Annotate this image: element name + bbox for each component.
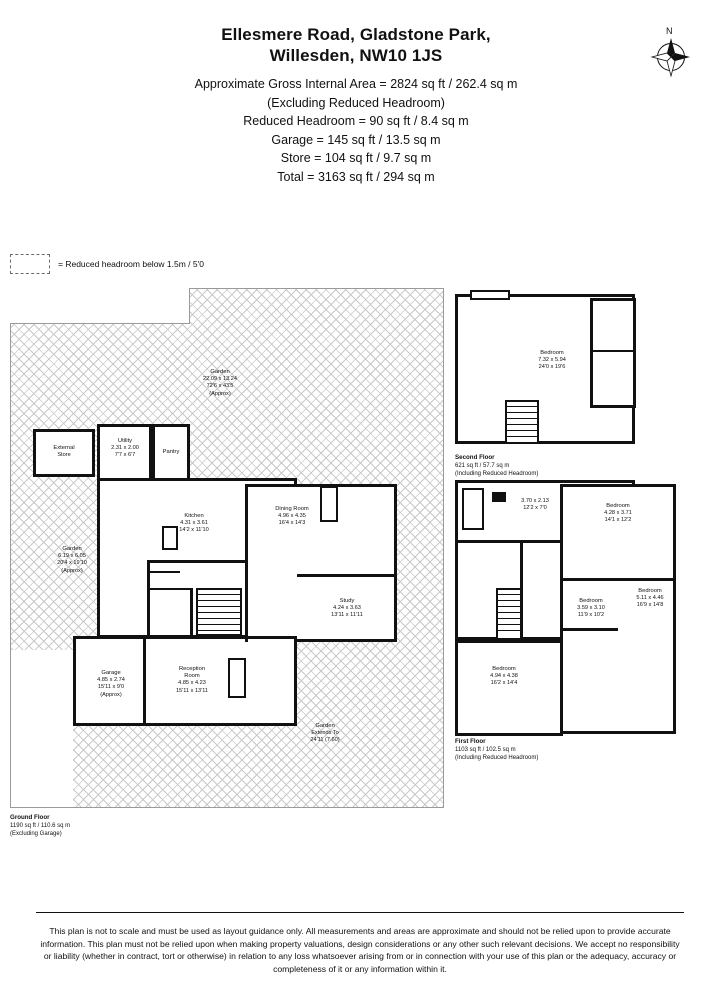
title-line-2: Willesden, NW10 1JS [269,46,443,65]
label-bedroom-first-right-top: Bedroom 4.28 x 3.71 14'1 x 12'2 [604,503,632,524]
stair-tread [198,612,240,613]
label-garden-side: Garden 6.19 x 6.05 20'4 x 19'10 (Approx) [57,546,87,574]
second-floor-partition [590,350,636,352]
area-line-0: Approximate Gross Internal Area = 2824 sq ft / 262.4 sq m [194,77,518,91]
second-floor-right-wing [590,298,636,408]
area-line-5: Total = 3163 sq ft / 294 sq m [277,169,435,184]
partition-hall-3 [190,588,193,638]
first-floor-partition-landing [560,628,563,736]
first-floor-stairs [496,588,522,640]
stair-tread [507,418,537,419]
area-line-2: Reduced Headroom = 90 sq ft / 8.4 sq m [243,114,469,128]
label-garage: Garage 4.85 x 2.74 15'11 x 9'0 (Approx) [97,670,125,698]
stair-tread [498,594,520,595]
caption-first-floor: First Floor 1103 sq ft / 102.5 sq m (Including Reduced Headroom) [455,738,539,761]
label-dining-room: Dining Room 4.96 x 4.35 16'4 x 14'3 [275,506,309,527]
stair-tread [198,624,240,625]
disclaimer: This plan is not to scale and must be used as layout guidance only. All measurements and areas are approximate and should not be relied upon to provide accurate information. This plan must not be relied upon when making property valuations, design considerations or any other such relevant decisions. We accept no responsibility or liability (whether in contract, tort or otherwise) in relation to any loss whatsoever arising from or in connection with your use of this plan or the adequacy, accuracy or completeness of it or any information within it. [40,926,680,974]
stair-tread [198,618,240,619]
stair-tread [498,600,520,601]
partition-hall-1 [147,560,247,563]
caption-ground-floor: Ground Floor 1190 sq ft / 110.6 sq m (Excluding Garage) [10,814,71,837]
stair-tread [507,436,537,437]
page-title [0,24,712,66]
legend-swatch [10,254,50,274]
bath-tub [462,488,484,530]
stair-tread [498,618,520,619]
stair-tread [507,430,537,431]
title-line-1: Ellesmere Road, Gladstone Park, [221,25,491,44]
legend [10,254,204,274]
label-garden-extends: Garden Extends To 24'11 (7.60) [310,723,340,744]
plot-notch [10,288,190,324]
plan-area [0,288,712,858]
compass-icon [648,26,694,78]
footer-divider [36,912,684,913]
partition-wc [150,588,193,590]
label-external-store: External Store [53,445,75,459]
stair-tread [498,606,520,607]
label-bedroom-first-mid: Bedroom 3.59 x 3.10 11'9 x 10'2 [577,598,605,619]
area-line-3: Garage = 145 sq ft / 13.5 sq m [271,132,441,147]
area-line-4: Store = 104 sq ft / 9.7 sq m [280,151,432,165]
label-kitchen: Kitchen 4.31 x 3.61 14'2 x 11'10 [179,513,209,534]
first-floor-partition-bed [560,578,676,581]
stair-tread [198,630,240,631]
compass-rose-icon [650,36,692,78]
stair-tread [198,606,240,607]
kitchen-island [150,571,180,573]
partition-kitchen-dining [245,484,248,642]
header [0,24,712,186]
first-floor-partition-mid [563,628,618,631]
label-utility: Utility 2.31 x 2.00 7'7 x 6'7 [111,438,139,459]
partition-garage [143,636,146,726]
area-summary [0,75,712,186]
stair-tread [498,624,520,625]
stair-tread [498,630,520,631]
stair-tread [498,612,520,613]
label-study: Study 4.24 x 3.63 13'11 x 11'11 [331,598,363,619]
stair-tread [507,406,537,407]
compass-north-label: N [666,26,673,36]
legend-label: = Reduced headroom below 1.5m / 5'0 [58,259,204,269]
partition-study [297,574,397,577]
label-pantry: Pantry [162,449,180,455]
plot-lower-left-blank [11,650,73,807]
second-floor-dormer [470,290,510,300]
label-bedroom-first-left: Bedroom 4.94 x 4.38 16'2 x 14'4 [490,666,518,687]
stair-tread [198,594,240,595]
first-floor-partition-bath [455,540,563,543]
caption-second-floor: Second Floor 621 sq ft / 57.7 sq m (Including Reduced Headroom) [455,454,539,477]
stair-tread [507,412,537,413]
first-floor-lower-left [455,640,563,736]
stair-tread [198,600,240,601]
label-reception-room: Reception Room 4.85 x 4.23 15'11 x 13'11 [175,666,209,694]
label-bathroom-first: 3.70 x 2.13 12'2 x 7'0 [521,498,549,512]
area-line-1: (Excluding Reduced Headroom) [267,95,445,110]
label-garden-rear: Garden 22.09 x 13.24 72'6 x 43'5 (Approx) [203,369,237,397]
label-bedroom-second: Bedroom 7.32 x 5.94 24'0 x 19'6 [538,350,566,371]
label-bedroom-first-right-bottom: Bedroom 5.11 x 4.46 16'9 x 14'8 [636,588,664,609]
stair-tread [507,424,537,425]
